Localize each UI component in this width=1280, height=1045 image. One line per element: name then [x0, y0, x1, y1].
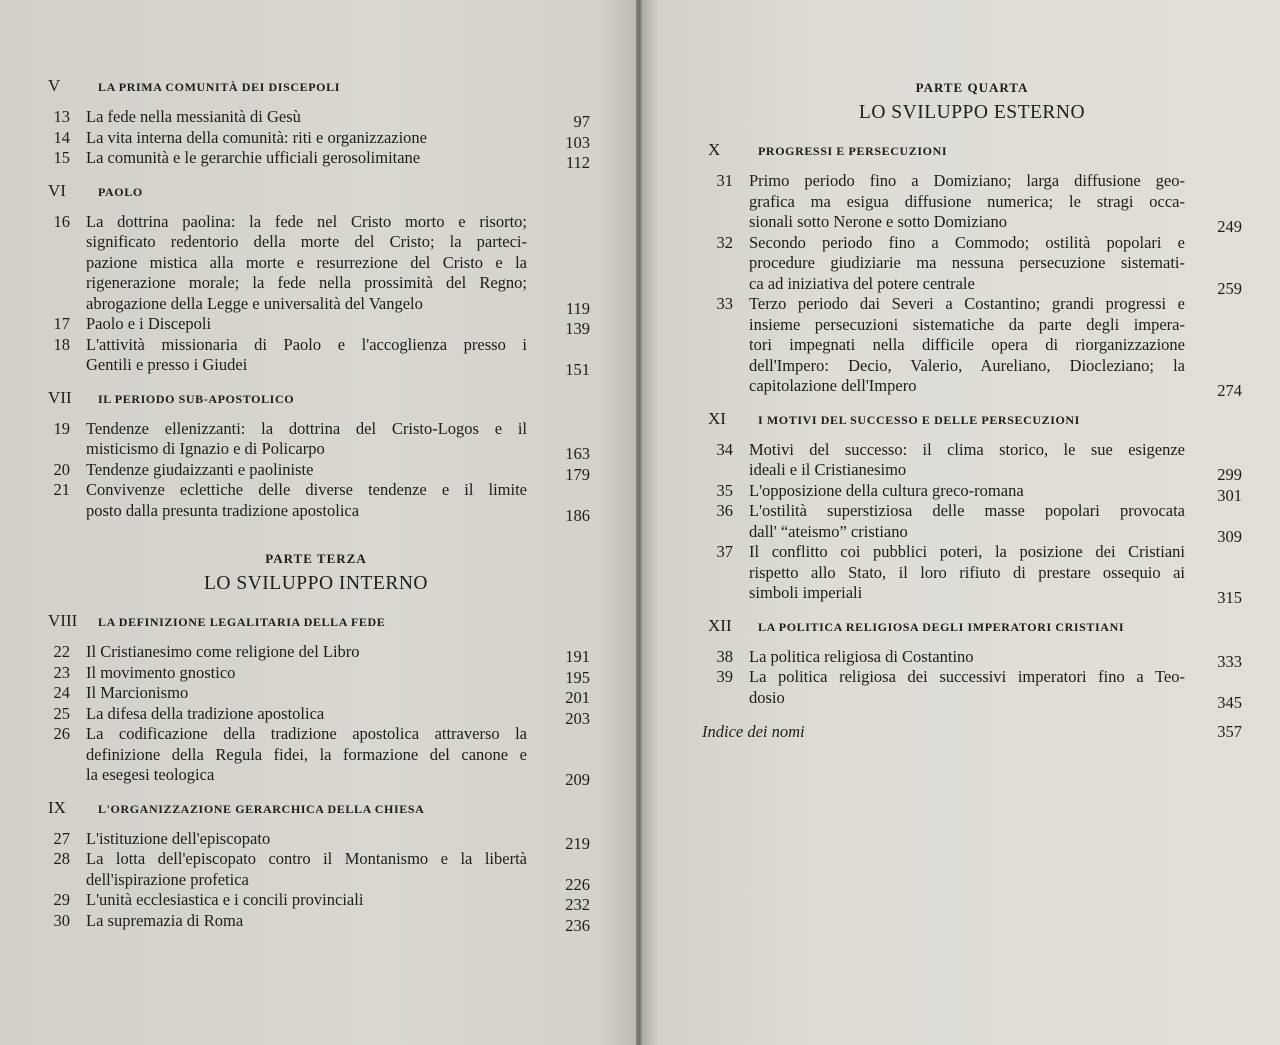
toc-entry: [42, 127, 590, 152]
chapter-number: XII: [708, 615, 732, 635]
page-number: 259: [1217, 278, 1242, 298]
section-number: 22: [53, 642, 70, 661]
part-heading: [702, 78, 1242, 128]
section-title-line: dell'ispirazione profetica: [86, 869, 249, 889]
page-number: 301: [1217, 485, 1242, 505]
section-title: [745, 294, 1185, 397]
section-title-line: La vita interna della comunità: riti e organizzazione: [86, 127, 428, 147]
section-title-line: L'ostilità superstiziosa delle masse popolari provocata: [749, 501, 1185, 520]
section-number: 20: [53, 459, 70, 479]
chapter-heading: [42, 181, 590, 201]
chapter-heading: [702, 616, 1242, 636]
section-title-line: Tendenze giudaizzanti e paoliniste: [86, 459, 314, 479]
page-number: 112: [565, 153, 590, 172]
section-number: 30: [53, 910, 70, 930]
page-number: 219: [565, 833, 590, 853]
chapter-heading: [42, 388, 590, 408]
section-title: [82, 724, 527, 786]
section-number: 35: [716, 480, 733, 500]
page-number: 119: [565, 298, 590, 318]
section-title-line: insieme persecuzioni sistematiche da parte degli impera-: [749, 314, 1185, 334]
section-title: [745, 233, 1185, 295]
section-title: [82, 128, 527, 149]
toc-entry: [42, 849, 590, 894]
part-label: PARTE QUARTA: [915, 80, 1029, 95]
section-title-line: rispetto allo Stato, il loro rifiuto di prestare ossequio ai: [749, 562, 1185, 582]
section-title: [745, 542, 1185, 604]
section-number: 27: [53, 828, 70, 848]
page-number: 151: [565, 360, 590, 379]
page-number: 179: [565, 464, 590, 484]
section-number: 33: [716, 294, 733, 313]
section-title-line: La politica religiosa dei successivi imperatori fino a Teo-: [749, 667, 1185, 686]
section-title-line: Secondo periodo fino a Commodo; ostilità popolari e: [749, 232, 1185, 252]
section-title: [82, 704, 527, 725]
section-title-line: dall' “ateismo” cristiano: [749, 521, 908, 541]
page-number: 103: [565, 132, 590, 152]
chapter-number: XI: [708, 408, 726, 428]
toc-entry: [42, 890, 590, 914]
part-label: PARTE TERZA: [265, 551, 367, 566]
section-number: 14: [53, 127, 70, 147]
toc-entry: [42, 148, 590, 172]
section-number: 38: [716, 646, 733, 666]
page-number: 232: [565, 895, 590, 914]
section-title: [82, 419, 527, 460]
section-number: 25: [53, 703, 70, 723]
section-title-line: Convivenze eclettiche delle diverse tendenze e il limite: [86, 480, 527, 499]
section-title: [82, 335, 527, 376]
section-number: 29: [53, 890, 70, 909]
toc-entry: [42, 683, 590, 707]
section-title-line: L'istituzione dell'episcopato: [86, 828, 271, 848]
section-title-line: Motivi del successo: il clima storico, le sue esigenze: [749, 439, 1185, 459]
section-title-line: ca ad iniziativa del potere centrale: [749, 273, 975, 293]
section-title-line: rigenerazione morale; la fede nella prossimità del Regno;: [86, 273, 527, 292]
section-title-line: La lotta dell'episcopato contro il Montanismo e la libertà: [86, 849, 527, 868]
toc-entry: [702, 232, 1242, 298]
chapter-number: VI: [48, 180, 66, 200]
chapter-heading: [42, 798, 590, 818]
right-page: [640, 0, 1280, 1045]
chapter-heading: [42, 611, 590, 631]
section-title-line: Il Cristianesimo come religione del Libro: [86, 642, 360, 661]
chapter-title: LA PRIMA COMUNITÀ DEI DISCEPOLI: [98, 80, 340, 94]
page-number: 186: [565, 505, 590, 525]
page-number: 299: [1217, 465, 1242, 484]
section-title: [82, 460, 527, 481]
part-title: LO SVILUPPO INTERNO: [204, 573, 428, 594]
section-title-line: Il Marcionismo: [86, 683, 189, 702]
toc-entry: [42, 334, 590, 379]
section-title: [82, 911, 527, 932]
index-title: Indice dei nomi: [702, 722, 805, 741]
toc-entry: [42, 459, 590, 484]
chapter-title: IL PERIODO SUB-APOSTOLICO: [98, 391, 295, 406]
section-title-line: posto dalla presunta tradizione apostolica: [86, 500, 360, 520]
chapter-title: PAOLO: [98, 184, 143, 199]
section-number: 13: [53, 107, 70, 126]
section-title-line: L'attività missionaria di Paolo e l'accoglienza presso i: [86, 334, 527, 354]
toc-entry: [702, 171, 1242, 236]
toc-entry: [702, 501, 1242, 546]
part-heading: [42, 549, 590, 599]
chapter-number: X: [708, 140, 721, 159]
section-title-line: La comunità e le gerarchie ufficiali gerosolimitane: [86, 148, 421, 167]
section-number: 36: [716, 501, 733, 520]
book-gutter: [636, 0, 642, 1045]
page-number: 139: [565, 319, 590, 338]
section-title: [745, 667, 1185, 708]
section-title: [82, 212, 527, 315]
section-title-line: Il movimento gnostico: [86, 662, 236, 682]
section-title: [82, 890, 527, 911]
section-title-line: La dottrina paolina: la fede nel Cristo morto e risorto;: [86, 211, 527, 231]
toc-entry: [702, 646, 1242, 671]
chapter-number: VIII: [48, 611, 78, 630]
section-title: [82, 148, 527, 169]
section-title-line: L'opposizione della cultura greco-romana: [749, 480, 1024, 500]
section-number: 39: [716, 667, 733, 686]
toc-entry: [42, 910, 590, 935]
page-number: 333: [1217, 651, 1242, 671]
section-number: 37: [716, 542, 733, 561]
section-title-line: Terzo periodo dai Severi a Costantino; grandi progressi e: [749, 294, 1185, 313]
page-number: 357: [1217, 722, 1242, 741]
toc-entry: [42, 724, 590, 789]
section-title: [82, 663, 527, 684]
section-title: [82, 642, 527, 663]
left-toc: [42, 76, 590, 935]
section-title-line: dell'Impero: Decio, Valerio, Aureliano, Diocleziano; la: [749, 355, 1185, 375]
section-title-line: La politica religiosa di Costantino: [749, 646, 974, 666]
section-title-line: procedure giudiziarie ma nessuna persecuzione sistemati-: [749, 253, 1185, 272]
page-number: 274: [1217, 381, 1242, 400]
section-title-line: pazione mistica alla morte e resurrezione del Cristo e la: [86, 252, 527, 272]
page-number: 236: [565, 915, 590, 935]
section-number: 34: [716, 439, 733, 459]
section-title: [745, 647, 1185, 668]
chapter-heading: [702, 409, 1242, 429]
chapter-title: LA DEFINIZIONE LEGALITARIA DELLA FEDE: [98, 615, 386, 629]
section-title: [82, 107, 527, 128]
page-number: 163: [565, 444, 590, 463]
section-title: [82, 849, 527, 890]
section-number: 18: [53, 334, 70, 354]
page-number: 226: [565, 874, 590, 894]
section-title: [745, 171, 1185, 233]
page-number: 203: [565, 708, 590, 728]
chapter-title: PROGRESSI E PERSECUZIONI: [758, 144, 948, 158]
section-title-line: La difesa della tradizione apostolica: [86, 703, 325, 723]
section-number: 19: [53, 418, 70, 438]
section-title: [82, 683, 527, 704]
section-number: 23: [53, 662, 70, 682]
section-title-line: La supremazia di Roma: [86, 910, 244, 930]
index-entry: [702, 722, 1242, 742]
section-number: 24: [53, 683, 70, 702]
section-title-line: simboli imperiali: [749, 583, 863, 602]
section-title-line: Tendenze ellenizzanti: la dottrina del Cristo-Logos e il: [86, 418, 527, 438]
section-title-line: La fede nella messianità di Gesù: [86, 107, 301, 126]
section-title: [745, 440, 1185, 481]
page-number: 309: [1217, 526, 1242, 546]
section-number: 32: [716, 232, 733, 252]
section-title-line: significato redentorio della morte del Cristo; la parteci-: [86, 232, 527, 251]
toc-entry: [42, 703, 590, 728]
section-title-line: dosio: [749, 687, 785, 707]
section-title-line: L'unità ecclesiastica e i concili provinciali: [86, 890, 364, 909]
section-number: 28: [53, 849, 70, 868]
section-title-line: misticismo di Ignazio e di Policarpo: [86, 439, 325, 458]
section-number: 16: [53, 211, 70, 231]
section-title-line: Primo periodo fino a Domiziano; larga diffusione geo-: [749, 171, 1185, 190]
chapter-number: IX: [48, 797, 66, 817]
chapter-number: VII: [48, 387, 72, 407]
toc-entry: [42, 314, 590, 338]
section-title: [745, 481, 1185, 502]
section-title: [82, 314, 527, 335]
toc-entry: [42, 107, 590, 131]
chapter-heading: [702, 140, 1242, 160]
chapter-number: V: [48, 76, 61, 95]
section-title: [745, 501, 1185, 542]
right-toc: [702, 78, 1242, 742]
toc-entry: [42, 480, 590, 525]
page-number: 195: [565, 667, 590, 687]
page-number: 191: [565, 647, 590, 666]
toc-entry: [42, 211, 590, 318]
toc-entry: [702, 480, 1242, 505]
section-title-line: capitolazione dell'Impero: [749, 376, 917, 395]
section-title: [82, 480, 527, 521]
chapter-title: I MOTIVI DEL SUCCESSO E DELLE PERSECUZIONI: [758, 412, 1080, 427]
part-title: LO SVILUPPO ESTERNO: [858, 102, 1086, 123]
chapter-heading: [42, 76, 590, 96]
section-title-line: tori impegnati nella difficile opera di riorganizzazione: [749, 335, 1185, 354]
section-title-line: ideali e il Cristianesimo: [749, 460, 907, 479]
toc-entry: [702, 439, 1242, 484]
page-number: 209: [565, 770, 590, 789]
section-title-line: abrogazione della Legge e universalità del Vangelo: [86, 293, 423, 313]
section-title-line: definizione della Regula fidei, la formazione del canone e: [86, 744, 527, 764]
section-title: [82, 829, 527, 850]
section-number: 15: [53, 148, 70, 167]
section-number: 17: [53, 314, 70, 333]
section-number: 21: [53, 480, 70, 499]
section-title-line: sionali sotto Nerone e sotto Domiziano: [749, 212, 1007, 231]
toc-entry: [42, 418, 590, 463]
toc-entry: [702, 294, 1242, 400]
section-title-line: Paolo e i Discepoli: [86, 314, 212, 333]
toc-entry: [702, 542, 1242, 607]
section-title-line: la esegesi teologica: [86, 765, 215, 784]
page-number: 201: [565, 688, 590, 707]
page-number: 249: [1217, 217, 1242, 236]
page-number: 97: [573, 112, 590, 131]
chapter-title: L'ORGANIZZAZIONE GERARCHICA DELLA CHIESA: [98, 801, 425, 816]
page-number: 315: [1217, 588, 1242, 607]
toc-entry: [42, 662, 590, 687]
toc-entry: [42, 642, 590, 666]
section-title-line: Il conflitto coi pubblici poteri, la posizione dei Cristiani: [749, 542, 1185, 561]
toc-entry: [42, 828, 590, 853]
section-title-line: Gentili e presso i Giudei: [86, 355, 248, 374]
section-title-line: grafica ma esigua diffusione numerica; le stragi occa-: [749, 191, 1185, 211]
toc-entry: [702, 667, 1242, 712]
section-title-line: La codificazione della tradizione apostolica attraverso la: [86, 724, 527, 743]
page-number: 345: [1217, 692, 1242, 712]
section-number: 31: [716, 171, 733, 190]
chapter-title: LA POLITICA RELIGIOSA DEGLI IMPERATORI CRISTIANI: [758, 619, 1125, 634]
section-number: 26: [53, 724, 70, 743]
